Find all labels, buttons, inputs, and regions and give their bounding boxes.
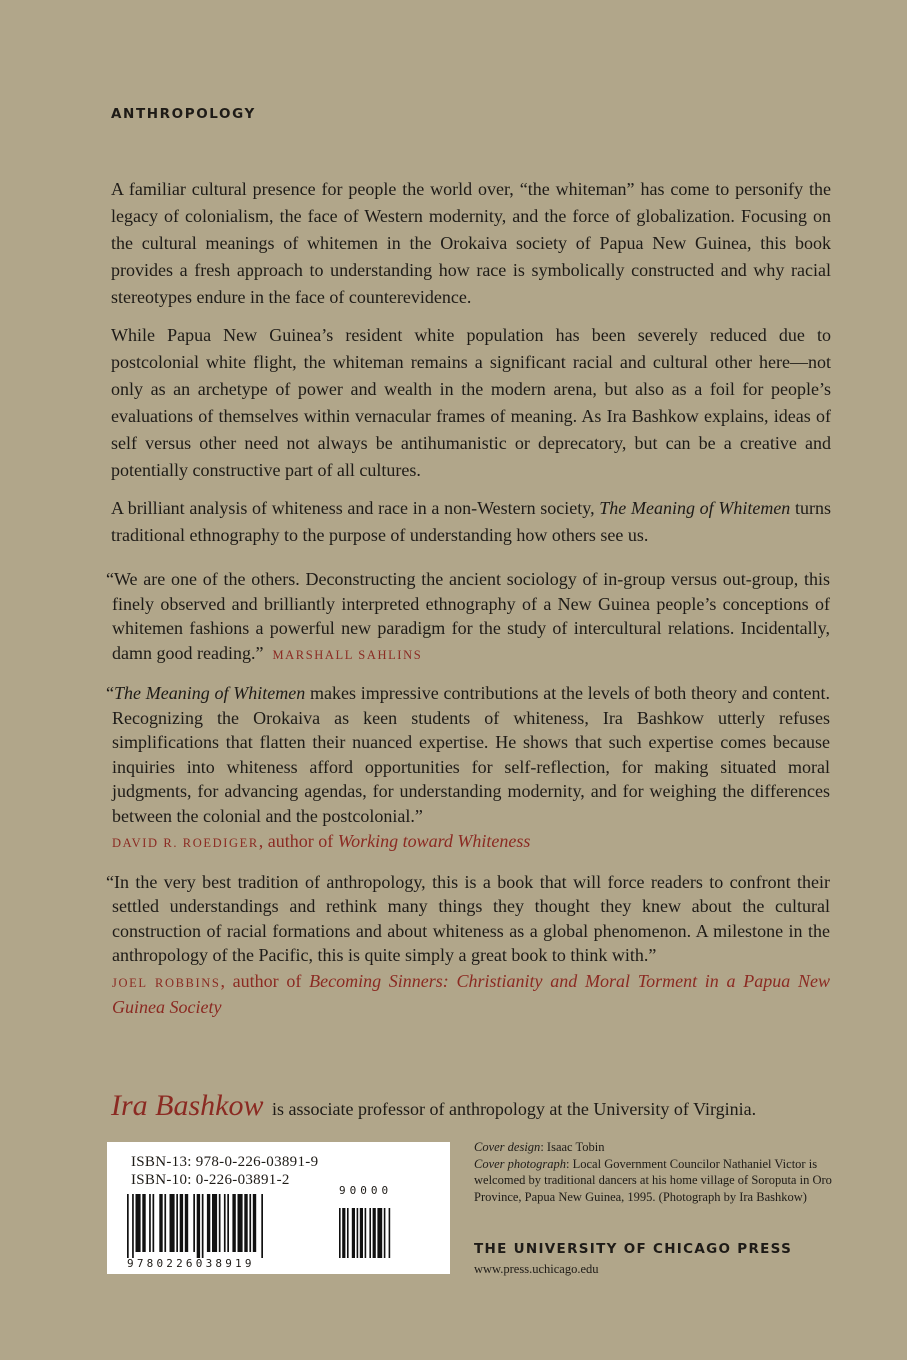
barcode-bar-8	[170, 1194, 175, 1252]
quote-author-book: Becoming Sinners: Christianity and Moral Torment in a Papua New Guinea Society	[112, 970, 830, 1017]
quote-author-name: JOEL ROBBINS	[112, 975, 221, 990]
barcode-bar-11	[185, 1194, 188, 1252]
barcode-bar-1	[132, 1194, 134, 1258]
barcode-bar-18	[224, 1194, 226, 1252]
barcode-digits: 9780226038919	[127, 1257, 255, 1270]
addon-bar-11	[389, 1208, 391, 1258]
addon-bar-5	[360, 1208, 363, 1258]
author-name: Ira Bashkow	[111, 1089, 264, 1122]
endorsement-sahlins	[106, 567, 830, 667]
author-bio-text: is associate professor of anthropology at the University of Virginia.	[267, 1099, 757, 1119]
cover-design-credit	[474, 1139, 834, 1156]
quote-attribution	[112, 829, 830, 856]
publisher-name: THE UNIVERSITY OF CHICAGO PRESS	[474, 1241, 793, 1257]
barcode-bar-20	[232, 1194, 235, 1252]
publisher-url[interactable]: www.press.uchicago.edu	[474, 1262, 599, 1276]
description-paragraph-1: A familiar cultural presence for people the world over, “the whiteman” has come to personify the legacy of colonialism, the face of Western modernity, and the force of globalization. Focusing on the cultural meanings of whitemen in the Orokaiva society of Papua New Guinea, this book provides a fresh approach to understanding how race is symbolically constructed and why racial stereotypes endure in the face of counterevidence.	[111, 179, 831, 307]
quote-author-name: DAVID R. ROEDIGER	[112, 836, 259, 850]
addon-bar-10	[384, 1208, 386, 1258]
barcode-bar-21	[238, 1194, 243, 1252]
category-label: ANTHROPOLOGY	[111, 106, 256, 122]
barcode-bar-4	[149, 1194, 151, 1252]
barcode-bar-6	[159, 1194, 162, 1252]
quote-author-book: Working toward Whiteness	[337, 831, 531, 851]
endorsement-roediger	[106, 681, 830, 856]
cover-photo-value: : Local Government Councilor Nathaniel Victor is welcomed by traditional dancers at his home village of Soroputa in Oro Province, Papua New Guinea, 1995. (Photograph by Ira Bashkow)	[474, 1156, 832, 1204]
addon-bar-3	[352, 1208, 355, 1258]
barcode-bar-17	[219, 1194, 221, 1252]
barcode-bar-7	[164, 1194, 166, 1252]
isbn-13: ISBN-13: 978-0-226-03891-9	[131, 1154, 319, 1170]
barcode-bar-24	[253, 1194, 256, 1252]
cover-design-label: Cover design	[474, 1140, 541, 1154]
paragraph-3-before: A brilliant analysis of whiteness and race in a non-Western society,	[111, 498, 600, 518]
barcode-bar-9	[176, 1194, 178, 1252]
quote-author-name: MARSHALL SAHLINS	[272, 647, 423, 662]
barcode-bar-15	[207, 1194, 210, 1252]
cover-photo-credit	[474, 1156, 834, 1206]
quote-attribution	[112, 969, 830, 1020]
book-title: The Meaning of Whitemen	[599, 498, 791, 518]
barcode-bar-25	[261, 1194, 263, 1258]
barcode-bar-13	[197, 1194, 200, 1258]
barcode-bar-0	[127, 1194, 129, 1258]
addon-bar-9	[377, 1208, 382, 1258]
addon-bar-0	[339, 1208, 341, 1258]
barcode-bar-5	[153, 1194, 155, 1252]
barcode-bar-23	[249, 1194, 251, 1252]
book-description	[111, 176, 831, 560]
quote-text: “In the very best tradition of anthropology, this is a book that will force readers to confront their settled understandings and rethink many things they thought they knew about the cultural construction of racial formations and about whiteness as a global phenomenon. A milestone in the anthropology of the Pacific, this is quite simply a great book to think with.”	[106, 871, 830, 965]
addon-bar-6	[365, 1208, 367, 1258]
description-paragraph-2: While Papua New Guinea’s resident white population has been severely reduced due to postcolonial white flight, the whiteman remains a significant racial and cultural other here—not only as an archetype of power and wealth in the modern arena, but also as a foil for people’s evaluations of themselves within vernacular frames of meaning. As Ira Bashkow explains, ideas of self versus other need not always be antihumanistic or deprecatory, but can be a creative and potentially constructive part of all cultures.	[111, 325, 831, 480]
barcode-bar-14	[202, 1194, 204, 1258]
cover-credits	[474, 1139, 834, 1205]
paragraph-3-after: turns traditional ethnography to the purpose of understanding how others see us.	[111, 498, 831, 545]
barcode-panel	[107, 1142, 450, 1274]
addon-bar-7	[369, 1208, 371, 1258]
author-bio	[111, 1089, 841, 1123]
quote-author-of: , author of	[258, 831, 338, 851]
description-paragraph-3	[111, 495, 831, 549]
cover-photo-label: Cover photograph	[474, 1156, 567, 1171]
isbn-10: ISBN-10: 0-226-03891-2	[131, 1172, 290, 1188]
endorsements	[106, 567, 830, 1034]
quote-text: makes impressive contributions at the levels of both theory and content. Recognizing the Orokaiva as keen students of whiteness, Ira Bashkow utterly refuses simplifications that flatten their nuanced expertise. He shows that such expertise comes because inquiries into whiteness afford opportunities for self-reflection, for making situated moral judgments, for advancing agendas, for understanding modernity, and for weighing the differences between the colonial and the postcolonial.”	[112, 683, 830, 826]
addon-bar-2	[347, 1208, 349, 1258]
cover-design-value: : Isaac Tobin	[540, 1140, 605, 1154]
quote-author-of: , author of	[220, 970, 310, 991]
barcode-bar-2	[136, 1194, 141, 1252]
addon-bar-4	[357, 1208, 359, 1258]
barcode-bar-19	[227, 1194, 229, 1252]
addon-bar-1	[342, 1208, 345, 1258]
barcode-bar-16	[212, 1194, 217, 1252]
barcode-addon-digits: 90000	[339, 1184, 393, 1197]
barcode-bar-3	[142, 1194, 145, 1252]
addon-bar-8	[373, 1208, 376, 1258]
barcode-bar-22	[244, 1194, 247, 1252]
barcode-bar-12	[193, 1194, 195, 1252]
barcode-icon	[127, 1194, 427, 1258]
endorsement-robbins	[106, 870, 830, 1020]
barcode-bar-10	[180, 1194, 183, 1252]
quote-book-title: The Meaning of Whitemen	[114, 683, 306, 703]
quote-open-mark: “	[106, 683, 114, 703]
quote-text: “We are one of the others. Deconstructing the ancient sociology of in-group versus out-group, this finely observed and brilliantly interpreted ethnography of a New Guinea people’s conceptions of whitemen fashions a powerful new paradigm for the study of intercultural relations. Incidentally, damn good reading.”	[106, 569, 830, 663]
